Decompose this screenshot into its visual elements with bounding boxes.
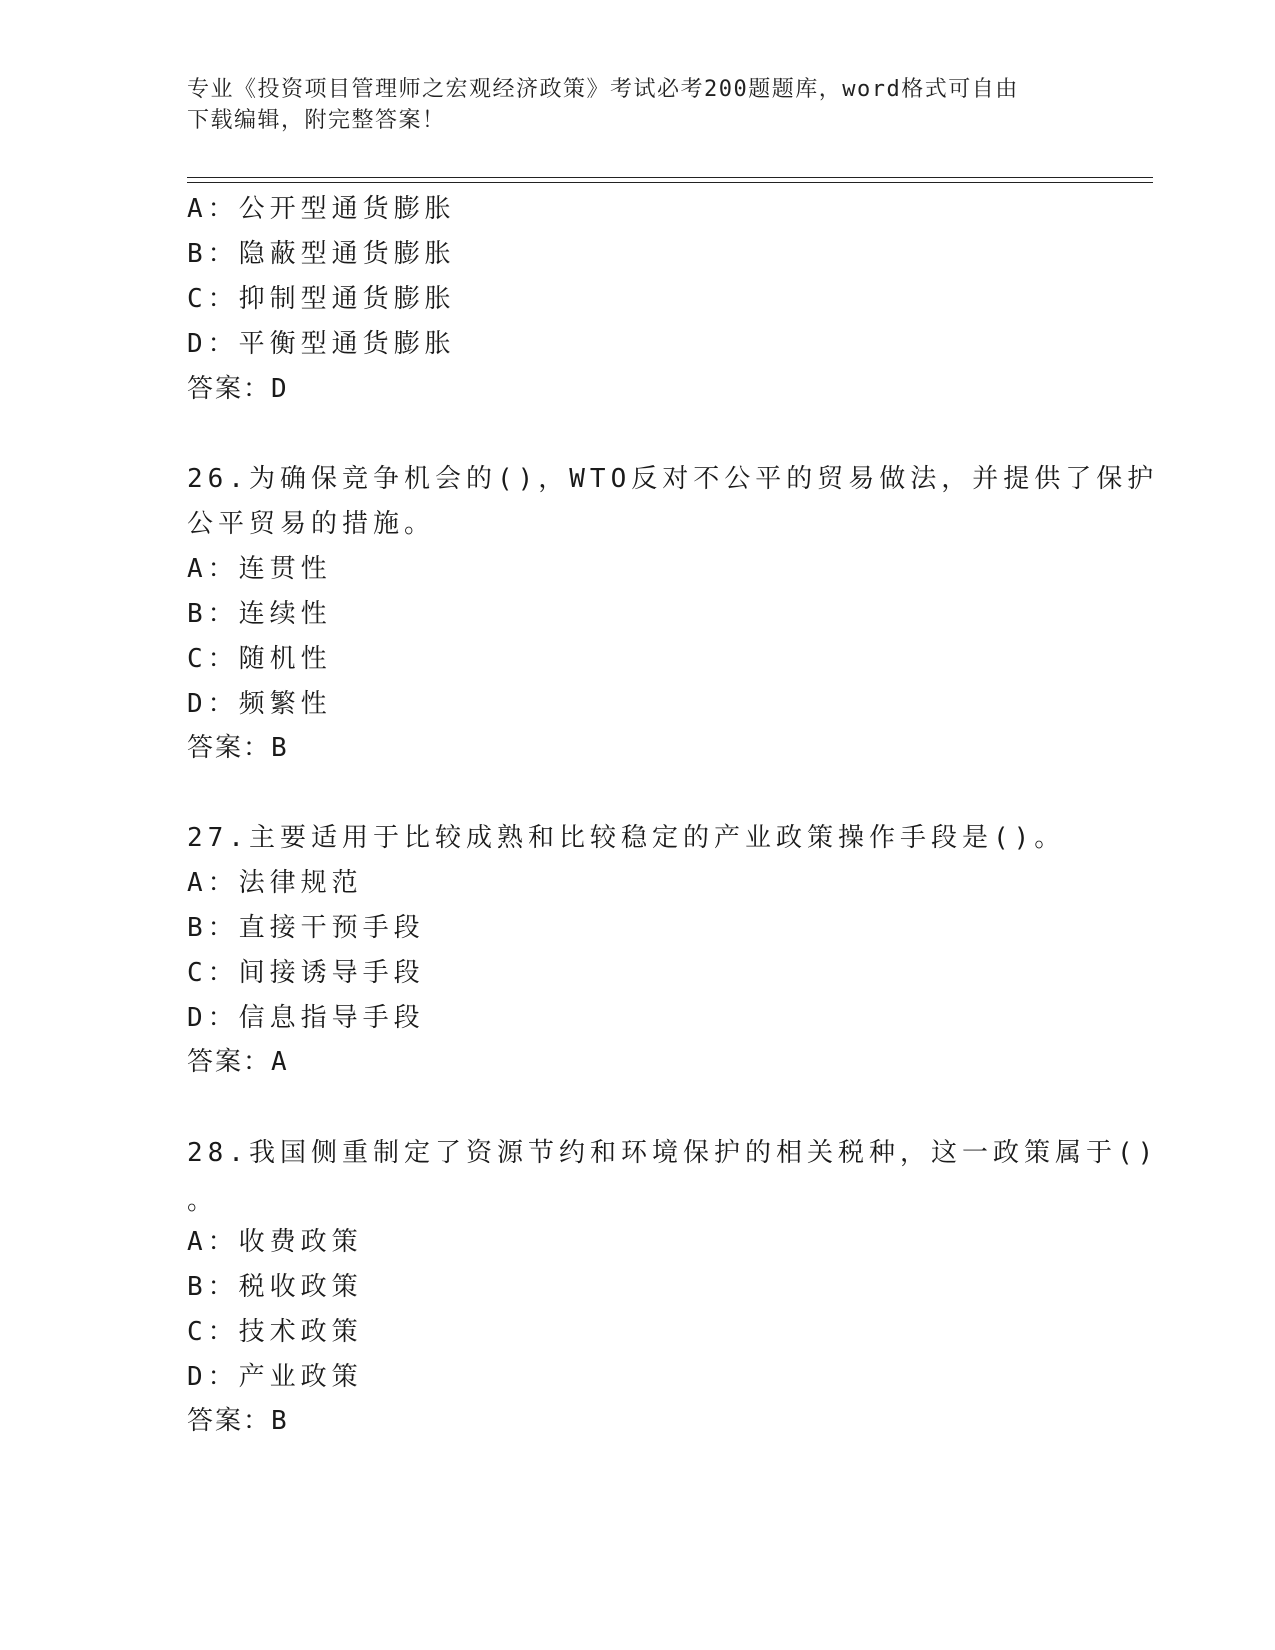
- q28-stem-line-1: 28.我国侧重制定了资源节约和环境保护的相关税种，这一政策属于(): [187, 1138, 1159, 1168]
- header-divider-bottom: [187, 182, 1153, 183]
- q27-option-b: B：直接干预手段: [187, 913, 425, 943]
- answer-value: D: [271, 374, 289, 404]
- answer-label: 答案：: [187, 1406, 272, 1436]
- q26-option-c: C：随机性: [187, 644, 332, 674]
- answer-value: A: [271, 1047, 289, 1077]
- answer-label: 答案：: [187, 1047, 272, 1077]
- q28-option-a: A：收费政策: [187, 1227, 363, 1257]
- q27-option-c: C：间接诱导手段: [187, 958, 425, 988]
- q28-option-d: D：产业政策: [187, 1362, 363, 1392]
- q26-option-d: D：频繁性: [187, 689, 332, 719]
- q25-answer: [187, 372, 289, 406]
- q27-option-d: D：信息指导手段: [187, 1003, 425, 1033]
- q28-option-b: B：税收政策: [187, 1272, 363, 1302]
- q26-answer: [187, 731, 289, 765]
- q25-option-a: A：公开型通货膨胀: [187, 194, 456, 224]
- header-line-2: 下载编辑，附完整答案！: [187, 108, 446, 133]
- q28-option-c: C：技术政策: [187, 1317, 363, 1347]
- answer-value: B: [271, 733, 289, 763]
- q26-option-a: A：连贯性: [187, 554, 332, 584]
- q26-option-b: B：连续性: [187, 599, 332, 629]
- q28-answer: [187, 1404, 289, 1438]
- q25-option-c: C：抑制型通货膨胀: [187, 284, 456, 314]
- q27-answer: [187, 1045, 289, 1079]
- answer-label: 答案：: [187, 733, 272, 763]
- q25-option-b: B：隐蔽型通货膨胀: [187, 239, 456, 269]
- header-divider-top: [187, 177, 1153, 178]
- q25-option-d: D：平衡型通货膨胀: [187, 329, 456, 359]
- q27-option-a: A：法律规范: [187, 868, 363, 898]
- header-line-1: 专业《投资项目管理师之宏观经济政策》考试必考200题题库，word格式可自由: [187, 77, 1019, 102]
- answer-value: B: [271, 1406, 289, 1436]
- q26-stem-line-2: 公平贸易的措施。: [187, 509, 436, 539]
- q27-stem-line-1: 27.主要适用于比较成熟和比较稳定的产业政策操作手段是()。: [187, 823, 1066, 853]
- answer-label: 答案：: [187, 374, 272, 404]
- document-header: [187, 74, 1067, 136]
- q28-stem-line-2: 。: [187, 1186, 219, 1216]
- q26-stem-line-1: 26.为确保竞争机会的()，WTO反对不公平的贸易做法，并提供了保护: [187, 464, 1159, 494]
